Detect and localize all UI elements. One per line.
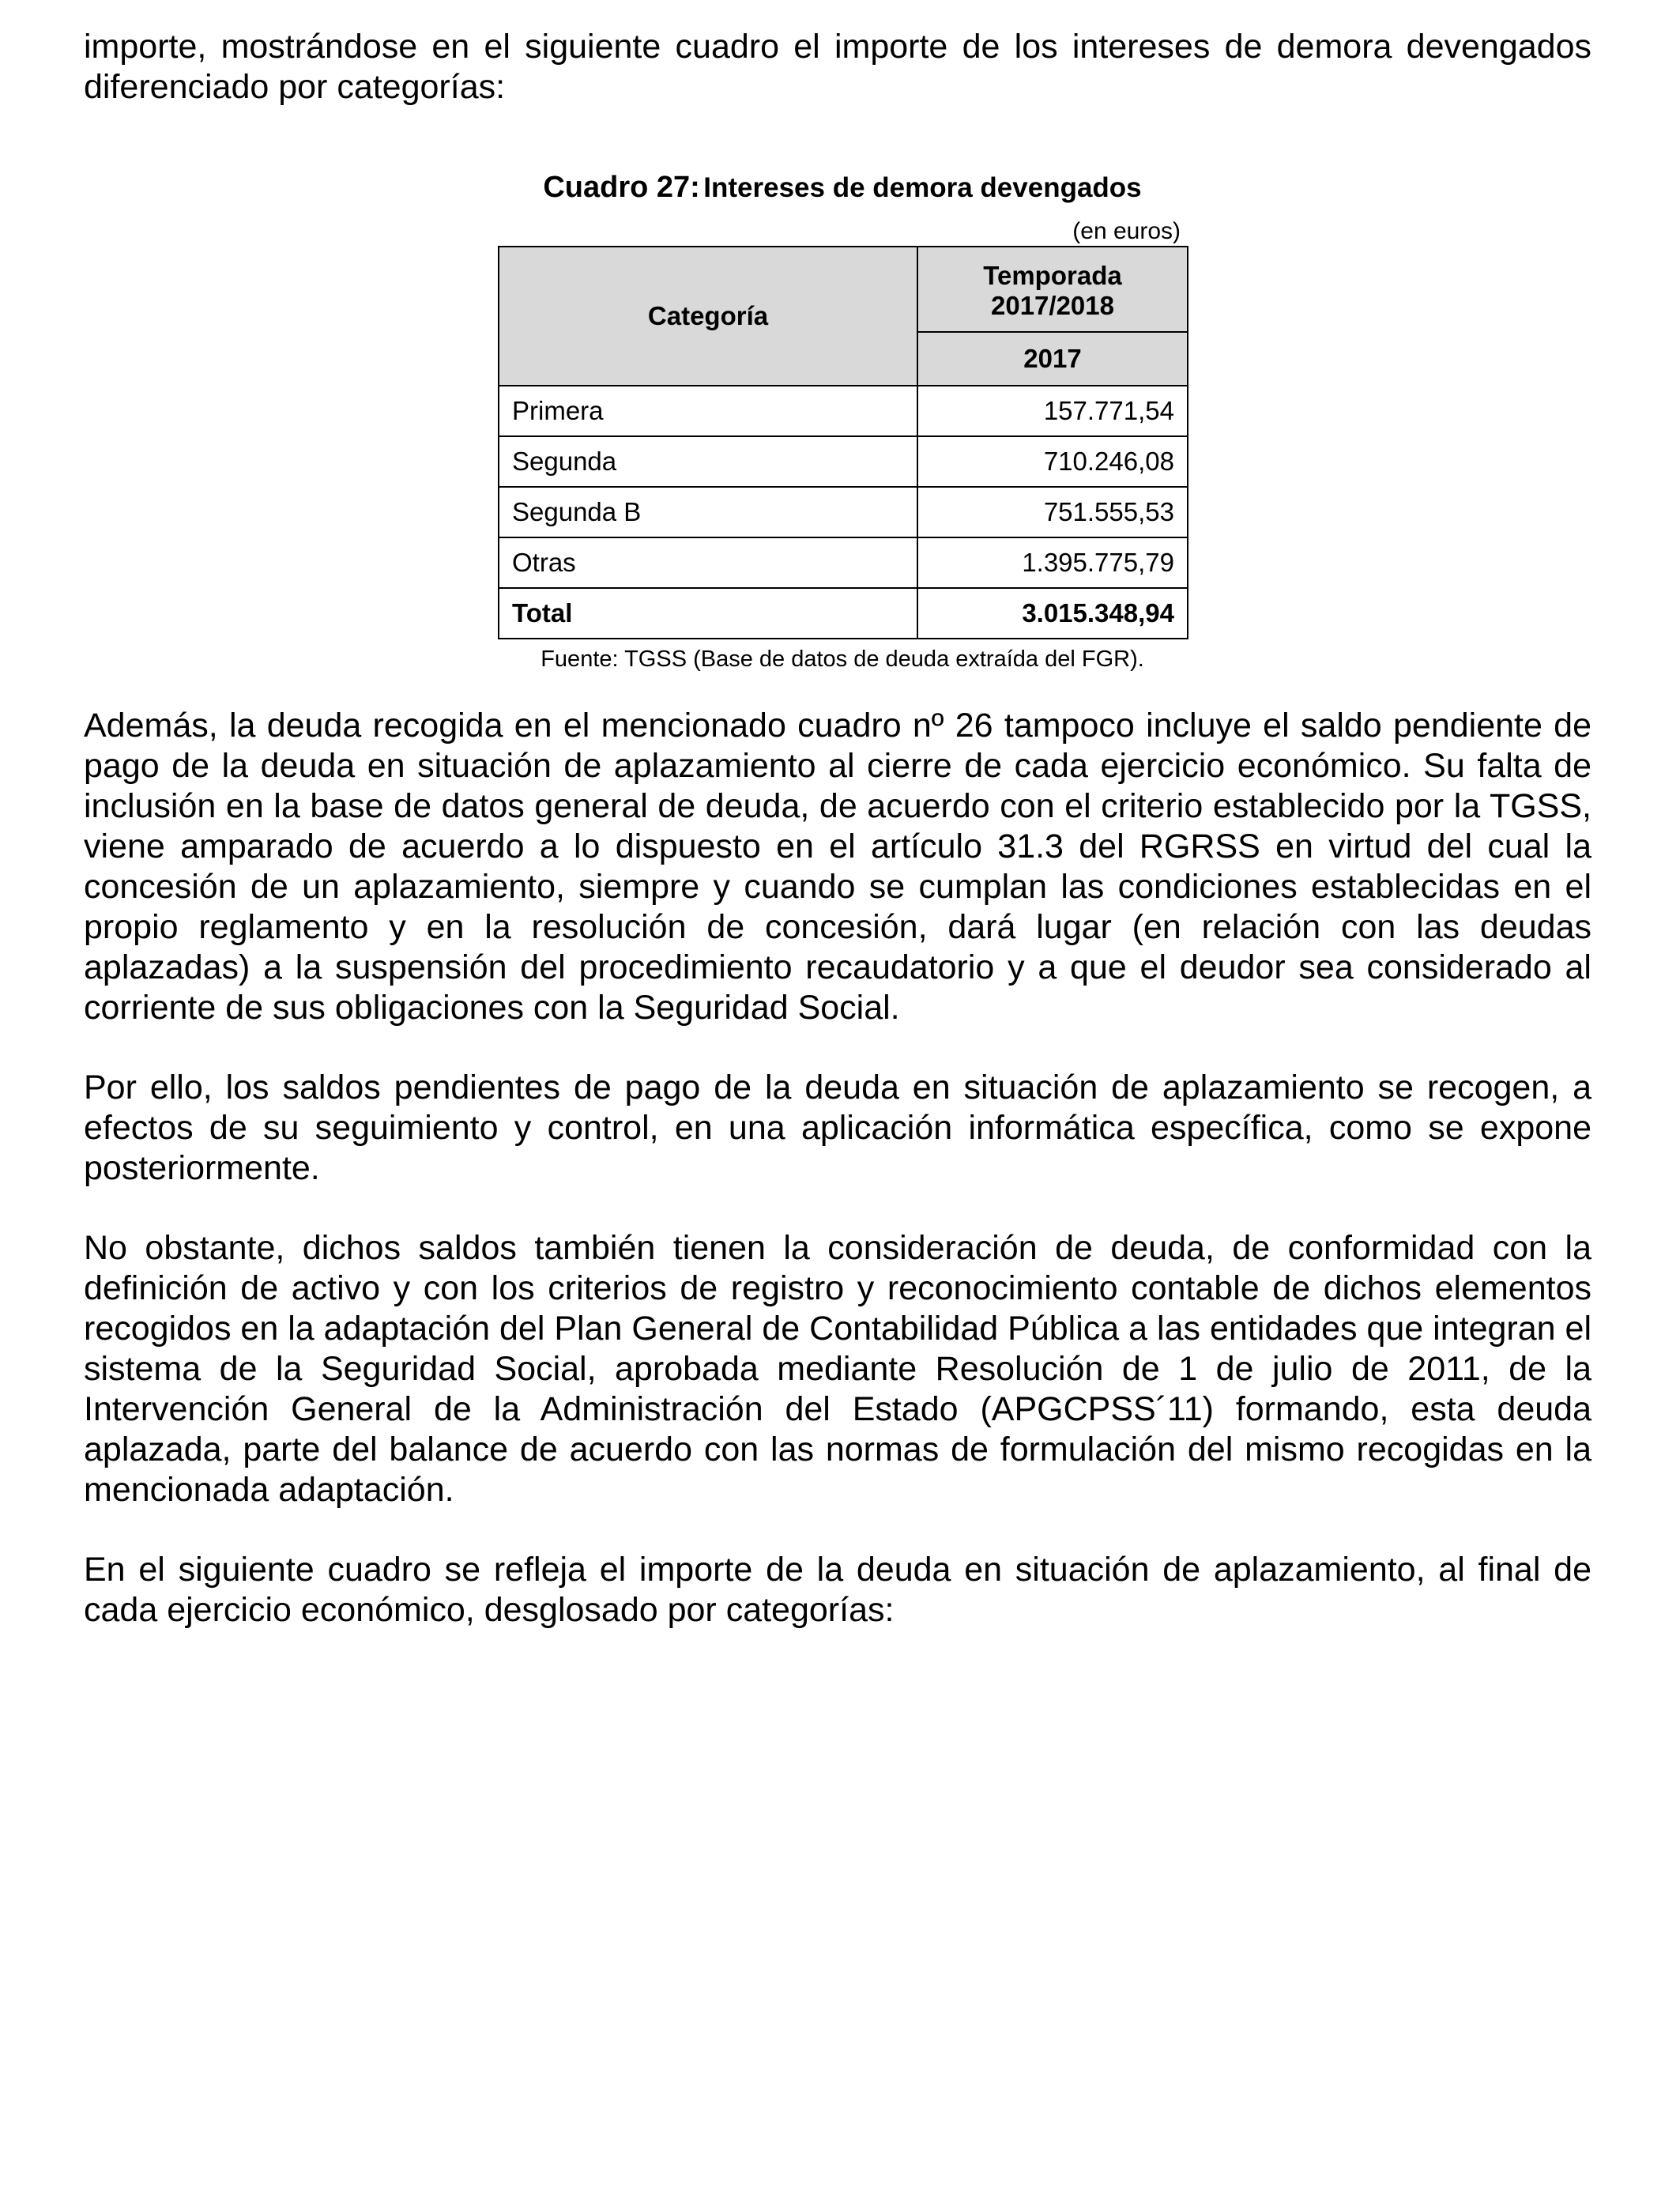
row-label: Otras <box>499 537 917 588</box>
table-source: Fuente: TGSS (Base de datos de deuda extraída del FGR). <box>541 647 1144 672</box>
row-label: Primera <box>499 386 917 436</box>
row-label: Segunda B <box>499 487 917 537</box>
row-value: 710.246,08 <box>917 436 1188 487</box>
table-caption <box>498 167 1187 208</box>
caption-number: Cuadro 27: <box>543 171 700 204</box>
paragraph-aplazamiento: Además, la deuda recogida en el mencionado cuadro nº 26 tampoco incluye el saldo pendiente de pago de la deuda en situación de aplazamiento al cierre de cada ejercicio económico. Su falta de inclusión en la base de datos general de deuda, de acuerdo con el criterio establecido por la TGSS, viene amparado de acuerdo a lo dispuesto en el artículo 31.3 del RGRSS en virtud del cual la concesión de un aplazamiento, siempre y cuando se cumplan las condiciones establecidas en el propio reglamento y en la resolución de concesión, dará lugar (en relación con las deudas aplazadas) a la suspensión del procedimiento recaudatorio y a que el deudor sea considerado al corriente de sus obligaciones con la Seguridad Social. <box>84 707 1591 1027</box>
interest-table <box>498 246 1188 639</box>
intro-paragraph: importe, mostrándose en el siguiente cuadro el importe de los intereses de demora devengados diferenciado por categorías: <box>84 28 1591 106</box>
table-row <box>499 436 1188 487</box>
row-value: 751.555,53 <box>917 487 1188 537</box>
table-row <box>499 386 1188 436</box>
document-page <box>84 27 1591 1630</box>
paragraph-saldos: Por ello, los saldos pendientes de pago de la deuda en situación de aplazamiento se recogen, a efectos de su seguimiento y control, en una aplicación informática específica, como se expone posteriormente. <box>84 1069 1591 1187</box>
units-label: (en euros) <box>1072 218 1181 244</box>
total-row <box>499 588 1188 639</box>
header-season: Temporada 2017/2018 <box>917 247 1188 332</box>
row-value: 1.395.775,79 <box>917 537 1188 588</box>
caption-title: Intereses de demora devengados <box>703 172 1142 203</box>
paragraph-consideracion: No obstante, dichos saldos también tienen la consideración de deuda, de conformidad con la definición de activo y con los criterios de registro y reconocimiento contable de dichos elementos recogidos en la adaptación del Plan General de Contabilidad Pública a las entidades que integran el sistema de la Seguridad Social, aprobada mediante Resolución de 1 de julio de 2011, de la Intervención General de la Administración del Estado (APGCPSS´11) formando, esta deuda aplazada, parte del balance de acuerdo con las normas de formulación del mismo recogidas en la mencionada adaptación. <box>84 1229 1591 1509</box>
header-category: Categoría <box>499 247 917 386</box>
table-block <box>498 167 1187 679</box>
paragraph-siguiente-cuadro: En el siguiente cuadro se refleja el importe de la deuda en situación de aplazamiento, al final de cada ejercicio económico, desglosado por categorías: <box>84 1551 1591 1629</box>
total-label: Total <box>499 588 917 639</box>
total-value: 3.015.348,94 <box>917 588 1188 639</box>
row-label: Segunda <box>499 436 917 487</box>
row-value: 157.771,54 <box>917 386 1188 436</box>
table-row <box>499 487 1188 537</box>
header-year: 2017 <box>917 332 1188 386</box>
table-row <box>499 537 1188 588</box>
